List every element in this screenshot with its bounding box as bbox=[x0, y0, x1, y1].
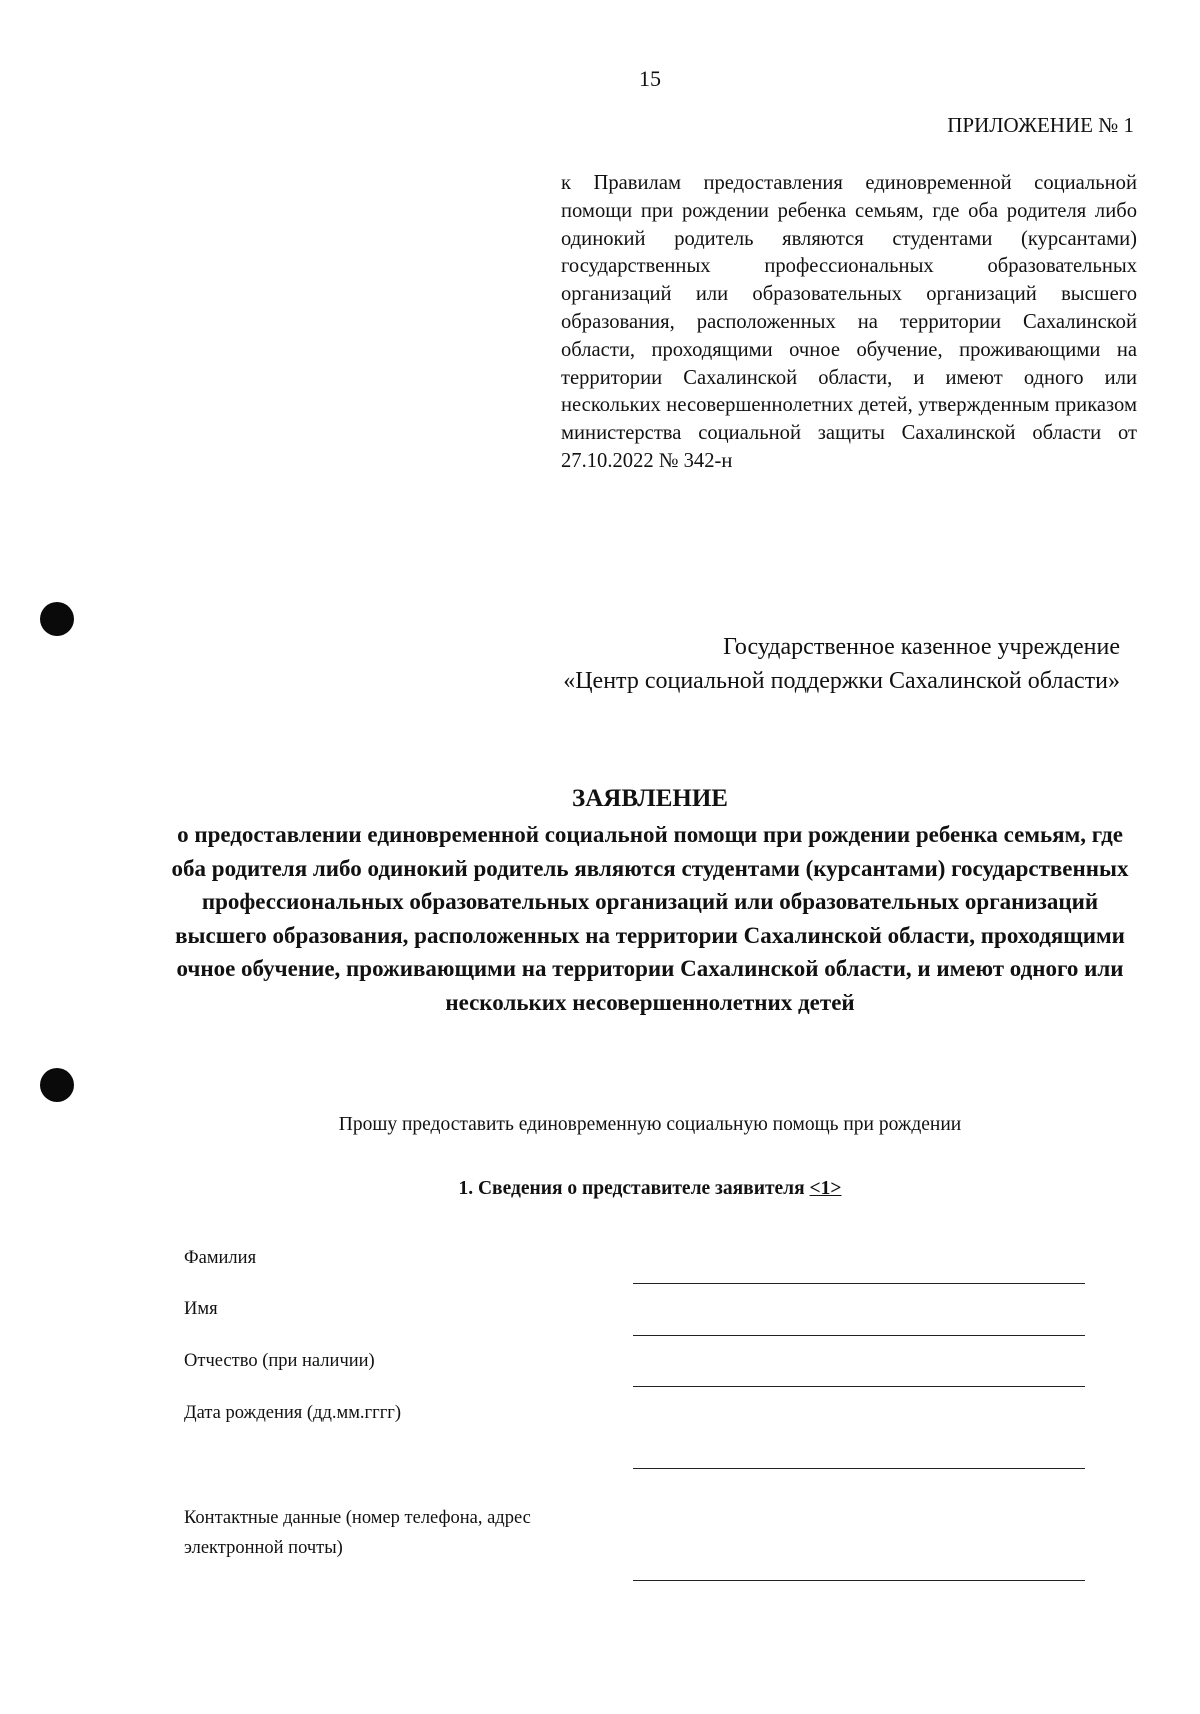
punch-hole-bottom bbox=[40, 1068, 74, 1102]
document-title: ЗАЯВЛЕНИЕ bbox=[572, 785, 728, 812]
field-input-patronymic[interactable] bbox=[633, 1386, 1085, 1387]
field-label-contacts bbox=[184, 1503, 624, 1563]
addressee-line-1: Государственное казенное учреждение bbox=[723, 634, 1120, 660]
appendix-label: ПРИЛОЖЕНИЕ № 1 bbox=[947, 113, 1134, 137]
field-label-text: Дата рождения (дд.мм.гггг) bbox=[184, 1403, 402, 1423]
field-input-surname[interactable] bbox=[633, 1283, 1085, 1284]
field-label-text: Контактные данные (номер телефона, адрес электронной почты) bbox=[184, 1508, 531, 1558]
field-label-birth-date bbox=[184, 1398, 401, 1428]
field-label-patronymic bbox=[184, 1346, 375, 1376]
appendix-text: к Правилам предоставления единовременной социальной помощи при рождении ребенка семьям, где оба родителя либо одинокий родитель являются студентами (курсантами) государственных профессиональных образовательных организаций или образовательных организаций высшего образования, расположенных на территории Сахалинской области, проходящими очное обучение, проживающими на территории Сахалинской области, и имеют одного или нескольких несовершеннолетних детей, утвержденным приказом министерства социальной защиты Сахалинской области от 27.10.2022 № 342-н bbox=[561, 172, 1137, 472]
field-input-name[interactable] bbox=[633, 1335, 1085, 1336]
field-label-text: Фамилия bbox=[184, 1248, 257, 1268]
section-1-heading bbox=[0, 1178, 1200, 1200]
field-label-text: Отчество (при наличии) bbox=[184, 1351, 375, 1371]
footnote-reference-link[interactable]: <1> bbox=[809, 1178, 842, 1199]
page-number: 15 bbox=[639, 66, 661, 91]
document-subtitle: о предоставлении единовременной социальной помощи при рождении ребенка семьям, где оба родителя либо одинокий родитель являются студентами (курсантами) государственных профессиональных образовательных организаций или образовательных организаций высшего образования, расположенных на территории Сахалинской области, проходящими очное обучение, проживающими на территории Сахалинской области, и имеют одного или нескольких несовершеннолетних детей bbox=[171, 822, 1129, 1015]
field-label-surname bbox=[184, 1243, 256, 1273]
punch-hole-top bbox=[40, 602, 74, 636]
field-input-contacts[interactable] bbox=[633, 1580, 1085, 1581]
field-label-text: Имя bbox=[184, 1299, 218, 1319]
field-input-birth-date[interactable] bbox=[633, 1468, 1085, 1469]
field-label-name bbox=[184, 1294, 218, 1324]
section-1-heading-text: 1. Сведения о представителе заявителя bbox=[458, 1178, 805, 1199]
addressee-line-2: «Центр социальной поддержки Сахалинской области» bbox=[563, 668, 1120, 694]
request-text: Прошу предоставить единовременную социальную помощь при рождении bbox=[338, 1114, 962, 1135]
addressee bbox=[563, 630, 1120, 698]
